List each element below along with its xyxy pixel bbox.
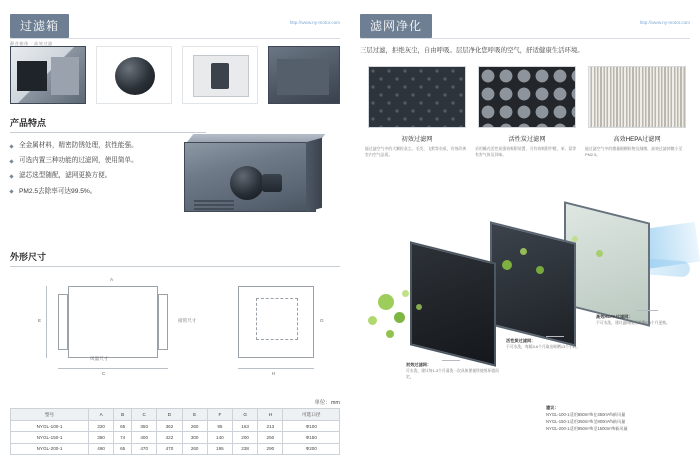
right-header-divider [360,38,690,39]
table-cell: Φ200 [283,443,340,454]
table-cell: 350 [132,421,157,432]
table-cell: Φ100 [283,421,340,432]
table-cell: 400 [132,432,157,443]
main-product-render [178,130,328,222]
table-header-row [11,409,340,421]
note-title: 建议： [546,405,559,410]
product-photo-3 [182,46,258,104]
left-header-url: http://www.ny-motor.com [289,20,340,25]
hepa-filter-icon [589,67,685,127]
carbon-filter-icon [479,67,575,127]
table-cell: 290 [258,443,283,454]
callout-title: 活性炭过滤网： [506,338,536,343]
filter-name: 初效过滤网 [401,136,433,143]
features-title: 产品特点 [10,118,47,128]
callout-leader-primary [442,360,460,361]
drawing-front-view [68,286,158,358]
table-header-cell: B [114,409,132,421]
particle [402,290,409,297]
callout-text: 不可水洗，建议滤网使用周期6-8个月更换。 [596,321,670,326]
particle [378,294,394,310]
particle [394,312,405,323]
callout-primary [406,362,506,380]
table-header-cell: C [132,409,157,421]
table-cell: 422 [157,432,182,443]
table-cell: 300 [182,432,207,443]
callout-carbon [506,338,598,351]
callout-leader-carbon [546,336,564,337]
primary-panel [410,241,496,366]
table-cell: 260 [182,421,207,432]
filter-image-carbon [478,66,576,128]
drawing-side-inner [256,298,298,340]
particle [368,316,377,325]
table-cell: 470 [157,443,182,454]
feature-item: 可选内置三种功能的过滤网，使用简单。 [10,156,210,166]
unit-side-face [306,138,322,213]
drawing-label-G: G [320,318,324,323]
table-cell: 65 [114,421,132,432]
table-cell: 380 [89,432,114,443]
feature-item: PM2.5去除率可达99.5%。 [10,187,210,197]
filter-cards [360,66,690,156]
drawing-label-H: H [272,371,276,376]
callout-hepa [596,314,692,327]
unit-outlet-duct [262,174,282,192]
table-row [11,421,340,432]
filter-name: 活性炭过滤网 [508,136,546,143]
unit-inlet-port [230,166,264,200]
left-header-subtitle: 静音箱体 · 高效过滤 [10,41,53,46]
callout-leader-hepa [636,310,658,311]
particle [502,260,512,270]
note-line: NYGL-100-1适用850m³/h在350m³/h新风量 [546,412,626,418]
left-header [10,14,340,46]
table-cell: NYGL-100-1 [11,421,89,432]
dimensions-section [10,250,340,267]
filter-name: 高效HEPA过滤网 [613,136,661,143]
dimensions-title: 外形尺寸 [10,252,47,262]
recommendation-note [546,404,696,433]
particle [596,250,603,257]
note-line: NYGL-200-1适用850m³/h至1500m³/h新风量 [546,426,628,432]
drawing-side-dim-line [238,368,314,369]
particle [416,304,422,310]
note-line: NYGL-150-1适用350m³/h至800m³/h新风量 [546,419,626,425]
table-header-cell: D [157,409,182,421]
table-cell: 213 [258,421,283,432]
table-cell: 74 [114,432,132,443]
table-cell: 320 [89,421,114,432]
product-photo-2 [96,46,172,104]
product-photo-1 [10,46,86,104]
drawing-dim-line-horizontal [58,368,168,369]
filter-description: 采用椰壳活性炭强效吸附装置，可有效吸附甲醛、苯、氨等有害气体及异味。 [475,146,577,157]
drawing-front-flange [58,294,68,350]
carbon-panel [490,221,576,346]
filter-description: 能过滤空气中的微量细颗粒物及细菌，高效过滤掉微小至PM2.5。 [585,146,683,157]
feature-item: 滤芯选型随配，滤网更换方便。 [10,171,210,181]
table-cell: 238 [233,443,258,454]
product-photo-4 [268,46,340,104]
callout-text: 不可水洗，每隔3-6个月取出晾晒13个小时。 [506,345,581,350]
dimension-drawing [10,268,340,396]
drawing-label-A: A [110,277,114,282]
hepa-panel [564,201,650,326]
callout-title: 初效过滤网： [406,362,432,367]
particle [520,248,527,255]
dimensions-title-rule [10,266,340,267]
callout-text: 可水洗，建议每1-3个月清洗一次具体要视所使用环境而定。 [406,369,499,379]
table-header-cell: G [233,409,258,421]
drawing-label-air-size: 风量尺寸 [90,356,109,361]
table-cell: 260 [182,443,207,454]
table-cell: 65 [114,443,132,454]
table-cell: 195 [207,443,232,454]
callout-title: 高效HEPA过滤网： [596,314,633,319]
filter-image-primary [368,66,466,128]
features-title-rule [10,132,206,133]
table-header-cell: A [89,409,114,421]
table-row [11,443,340,454]
table-header-cell: 型号 [11,409,89,421]
dimension-unit-label: 单位：mm [314,400,340,406]
table-cell: 95 [207,421,232,432]
honeycomb-filter-icon [369,67,465,127]
filter-image-hepa [588,66,686,128]
particle [536,266,544,274]
product-photo-strip [10,46,340,104]
drawing-label-C: C [102,371,106,376]
right-header [360,14,690,40]
table-cell: Φ150 [283,432,340,443]
left-header-divider [10,38,340,39]
right-header-url: http://www.ny-motor.com [639,20,690,25]
filter-description: 能过滤空气中的大颗粒灰尘、毛发、飞絮等杂质，有效改善室内空气品质。 [365,146,467,157]
table-cell: NYGL-150-1 [11,432,89,443]
table-cell: 470 [132,443,157,454]
particle [386,330,394,338]
particle [572,236,578,242]
drawing-rear-flange [158,294,168,350]
table-cell: 362 [157,421,182,432]
table-cell: 250 [258,432,283,443]
table-cell: 490 [89,443,114,454]
table-cell: 140 [207,432,232,443]
table-cell: 163 [233,421,258,432]
right-description: 三层过滤，拒绝灰尘，自由呼吸。层层净化您呼吸的空气，舒适健康生活环境。 [360,47,584,54]
right-page [350,0,700,469]
exploded-filter-diagram [350,170,700,400]
table-header-cell: F [207,409,232,421]
table-cell: NYGL-200-1 [11,443,89,454]
spec-table [10,408,340,455]
drawing-dim-line-vertical [46,286,47,358]
left-header-tab: 过滤箱 [10,14,69,38]
table-header-cell: 可选口径 [283,409,340,421]
feature-item: 全金属材料，精密防锈处理，抗性能强。 [10,141,210,151]
drawing-label-duct-size: 接管尺寸 [178,318,197,323]
right-header-tab: 滤网净化 [360,14,432,38]
table-header-cell: E [182,409,207,421]
table-row [11,432,340,443]
table-cell: 200 [233,432,258,443]
table-header-cell: H [258,409,283,421]
drawing-label-E: E [38,318,42,323]
